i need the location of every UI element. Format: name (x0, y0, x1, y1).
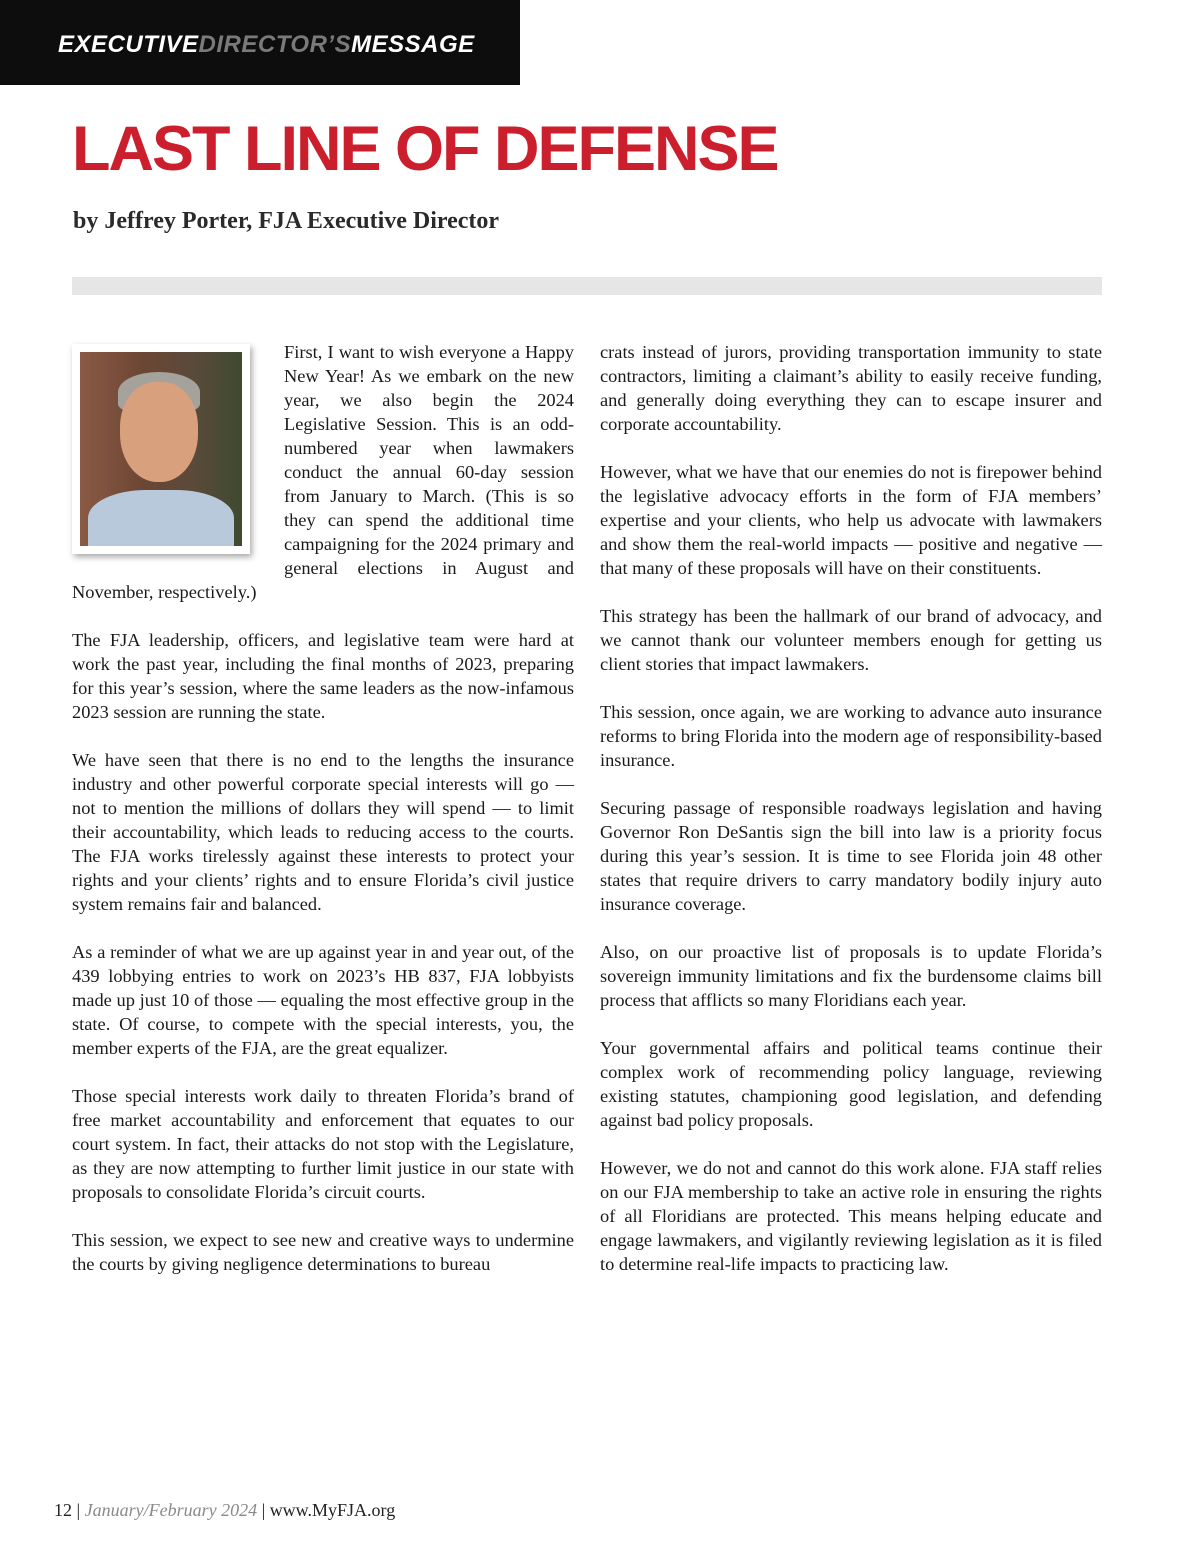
right-column (600, 340, 1102, 1300)
page-number: 12 (54, 1500, 72, 1520)
paragraph-left-1: First, I want to wish everyone a Happy New Year! As we embark on the new year, we also begin the 2024 Legislative Session. This is an odd-numbered year when lawmakers conduct the annual 60-day session from January to March. (This is so they can spend the additional time campaigning for the 2024 primary and general elections in August and November, respectively.) (72, 342, 574, 602)
portrait-shirt (88, 490, 234, 546)
paragraph-right-8: However, we do not and cannot do this work alone. FJA staff relies on our FJA membership to take an active role in ensuring the rights of all Floridians are protected. This means helping educate and engage lawmakers, and vigilantly reviewing legislation as it is filed to determine real-life impacts to practicing law. (600, 1158, 1102, 1274)
portrait-face (120, 382, 198, 482)
paragraph-right-7: Your governmental affairs and political teams continue their complex work of recommending policy language, reviewing existing statutes, championing good legislation, and defending against bad policy proposals. (600, 1038, 1102, 1130)
author-portrait-image (80, 352, 242, 546)
paragraph-right-4: This session, once again, we are working to advance auto insurance reforms to bring Florida into the modern age of responsibility-based insurance. (600, 702, 1102, 770)
article-byline: by Jeffrey Porter, FJA Executive Director (73, 208, 500, 234)
website-link[interactable]: www.MyFJA.org (269, 1500, 396, 1520)
paragraph-right-3: This strategy has been the hallmark of our brand of advocacy, and we cannot thank our volunteer members enough for getting us client stories that impact lawmakers. (600, 606, 1102, 674)
paragraph-left-4: As a reminder of what we are up against year in and year out, of the 439 lobbying entries to work on 2023’s HB 837, FJA lobbyists made up just 10 of those — equaling the most effective group in the state. Of course, to compete with the special interests, you, the member experts of the FJA, are the great equalizer. (72, 942, 574, 1058)
paragraph-right-5: Securing passage of responsible roadways legislation and having Governor Ron DeSantis sign the bill into law is a priority focus during this year’s session. It is time to see Florida join 48 other states that require drivers to carry mandatory bodily injury auto insurance coverage. (600, 798, 1102, 914)
section-header-bar (0, 0, 520, 85)
author-photo (72, 344, 250, 554)
page-footer (54, 1500, 395, 1521)
paragraph-right-1: crats instead of jurors, providing transportation immunity to state contractors, limiting a claimant’s ability to easily receive funding, and generally doing everything they can to escape insurer and corporate accountability. (600, 342, 1102, 434)
footer-separator-2: | (257, 1500, 270, 1520)
article-title: LAST LINE OF DEFENSE (72, 114, 778, 184)
paragraph-right-2: However, what we have that our enemies do not is firepower behind the legislative advocacy efforts in the form of FJA members’ expertise and your clients, who help us advocate with lawmakers and show them the real-world impacts — positive and negative — that many of these proposals will have on their constituents. (600, 462, 1102, 578)
section-label-part2: DIRECTOR’S (198, 31, 352, 58)
paragraph-left-3: We have seen that there is no end to the lengths the insurance industry and other powerful corporate special interests will go — not to mention the millions of dollars they will spend — to limit their accountability, which leads to reducing access to the courts. The FJA works tirelessly against these interests to protect your rights and your clients’ rights and to ensure Florida’s civil justice system remains fair and balanced. (72, 750, 574, 914)
section-label (58, 31, 475, 59)
paragraph-right-6: Also, on our proactive list of proposals is to update Florida’s sovereign immunity limitations and fix the burdensome claims bill process that afflicts so many Floridians each year. (600, 942, 1102, 1010)
paragraph-left-6: This session, we expect to see new and creative ways to undermine the courts by giving negligence determinations to bureau (72, 1230, 574, 1274)
section-label-part3: MESSAGE (351, 31, 475, 58)
footer-separator-1: | (72, 1500, 85, 1520)
paragraph-left-5: Those special interests work daily to threaten Florida’s brand of free market accountability and enforcement that equates to our court system. In fact, their attacks do not stop with the Legislature, as they are now attempting to further limit justice in our state with proposals to consolidate Florida’s circuit courts. (72, 1086, 574, 1202)
paragraph-left-2: The FJA leadership, officers, and legislative team were hard at work the past year, including the final months of 2023, preparing for this year’s session, where the same leaders as the now-infamous 2023 session are running the state. (72, 630, 574, 722)
section-label-part1: EXECUTIVE (58, 31, 199, 58)
divider-rule (72, 277, 1102, 295)
left-column (72, 340, 574, 1300)
issue-date: January/February 2024 (84, 1500, 258, 1520)
